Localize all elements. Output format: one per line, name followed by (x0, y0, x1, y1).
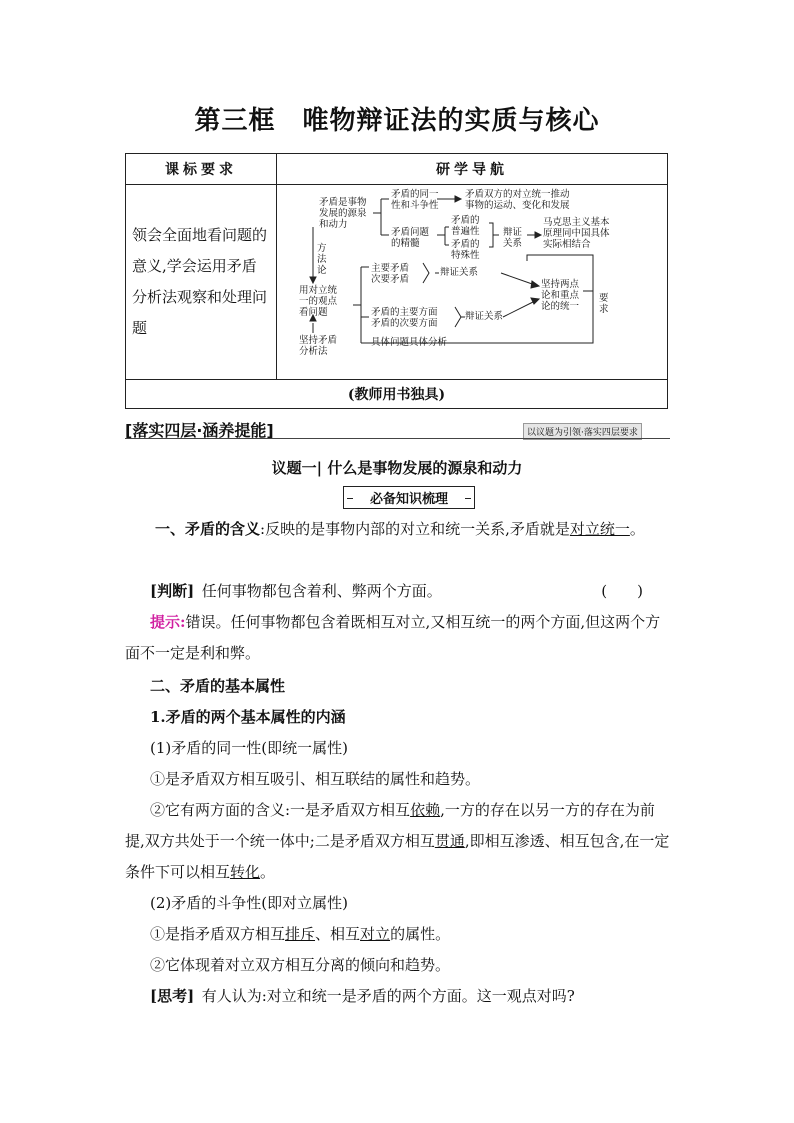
paragraph-definition: 一、矛盾的含义:反映的是事物内部的对立和统一关系,矛盾就是对立统一。 (155, 520, 645, 538)
node-essence: 矛盾问题 的精髓 (391, 227, 430, 249)
requirements-text: 领会全面地看问题的意义,学会运用矛盾分析法观察和处理问题 (126, 185, 277, 380)
paragraph-identity-1: ①是矛盾双方相互吸引、相互联结的属性和趋势。 (150, 770, 481, 788)
teacher-note: (教师用书独具) (126, 380, 668, 409)
node-marxism-china: 马克思主义基本 原理同中国具体 实际相结合 (543, 217, 610, 250)
knowledge-box-title: 必备知识梳理 (343, 486, 475, 509)
topic-heading: 议题一| 什么是事物发展的源泉和动力 (271, 459, 523, 477)
node-relation-1: 辩证关系 (440, 267, 479, 278)
node-relation-2: 辩证关系 (465, 311, 504, 322)
node-main-aspect: 矛盾的主要方面 矛盾的次要方面 (371, 307, 438, 329)
paragraph-think: [思考] 有人认为:对立和统一是矛盾的两个方面。这一观点对吗? (150, 987, 575, 1005)
node-particularity: 矛盾的 特殊性 (451, 239, 480, 261)
heading-two-attributes: 1.矛盾的两个基本属性的内涵 (150, 708, 346, 726)
paragraph-struggle-1: ①是指矛盾双方相互排斥、相互对立的属性。 (150, 925, 451, 943)
node-analysis-method: 坚持矛盾 分析法 (299, 335, 338, 357)
paragraph-struggle-2: ②它体现着对立双方相互分离的倾向和趋势。 (150, 956, 451, 974)
node-source-motive: 矛盾是事物 发展的源泉 和动力 (319, 197, 367, 230)
section-divider (125, 438, 670, 439)
heading-identity: (1)矛盾的同一性(即统一属性) (150, 739, 348, 757)
concept-diagram (277, 185, 667, 379)
heading-basic-attributes: 二、矛盾的基本属性 (150, 677, 286, 695)
node-unity-struggle: 矛盾的同一 性和斗争性 (391, 189, 439, 211)
node-dialectical-relation: 辩证 关系 (503, 227, 523, 249)
node-two-points: 坚持两点 论和重点 论的统一 (541, 279, 580, 312)
node-methodology: 方 法 论 (317, 243, 327, 276)
node-universality: 矛盾的 普遍性 (451, 215, 480, 237)
page-title: 第三框 唯物辩证法的实质与核心 (194, 106, 600, 136)
paragraph-identity-2: ②它有两方面的含义:一是矛盾双方相互依赖,一方的存在以另一方的存在为前提,双方共处于一个统一体中;二是矛盾双方相互贯通,即相互渗透、相互包含,在一定条件下可以相互转化。 (125, 801, 670, 881)
node-main-contradiction: 主要矛盾 次要矛盾 (371, 263, 410, 285)
paragraph-judgement: [判断] 任何事物都包含着利、弊两个方面。 ( ) (150, 582, 643, 600)
paragraph-hint: 提示:错误。任何事物都包含着既相互对立,又相互统一的两个方面,但这两个方面不一定是利和弊。 (125, 613, 661, 662)
node-drive-development: 矛盾双方的对立统一推动 事物的运动、变化和发展 (465, 189, 570, 211)
section-band-tag: 以议题为引领·落实四层要求 (523, 423, 642, 440)
requirements-table (125, 153, 668, 409)
node-unity-viewpoint: 用对立统 一的观点 看问题 (299, 285, 338, 318)
node-concrete-analysis: 具体问题具体分析 (371, 337, 448, 348)
heading-struggle: (2)矛盾的斗争性(即对立属性) (150, 894, 348, 912)
table-header-requirements: 课标要求 (126, 154, 277, 185)
table-header-guide: 研学导航 (277, 154, 668, 185)
node-requirement: 要 求 (599, 293, 609, 315)
section-band-title: [落实四层·涵养提能] (125, 421, 274, 440)
